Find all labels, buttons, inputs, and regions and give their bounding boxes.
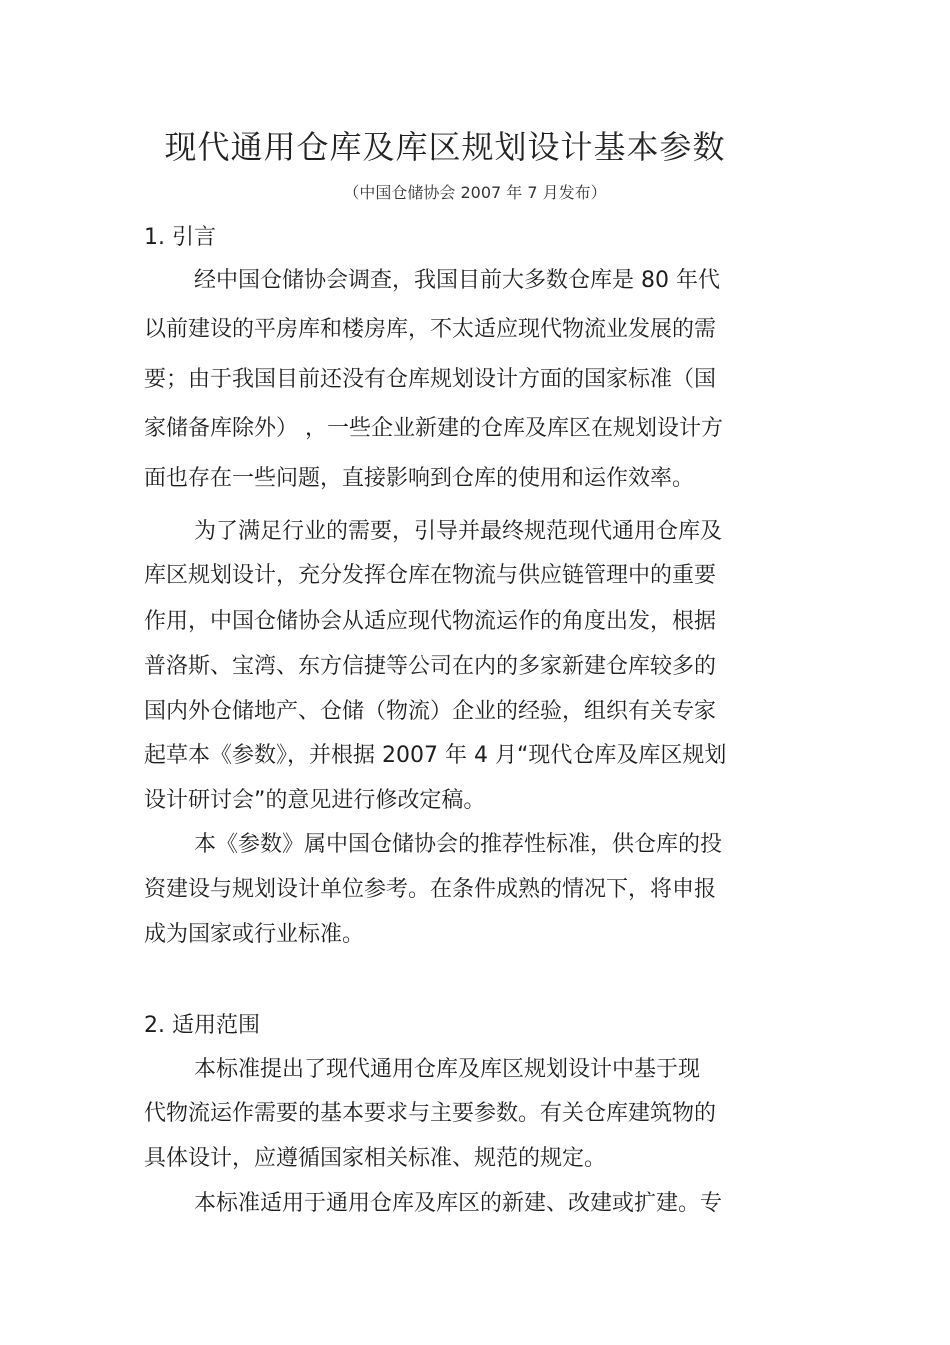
paragraph-line: 家储备库除外） ，一些企业新建的仓库及库区在规划设计方 bbox=[144, 416, 723, 441]
paragraph-line: 代物流运作需要的基本要求与主要参数。有关仓库建筑物的 bbox=[144, 1101, 717, 1126]
paragraph-line: 本《参数》属中国仓储协会的推荐性标准，供仓库的投 bbox=[194, 832, 723, 857]
paragraph-line: 要；由于我国目前还没有仓库规划设计方面的国家标准（国 bbox=[144, 367, 717, 392]
paragraph-line: 面也存在一些问题，直接影响到仓库的使用和运作效率。 bbox=[144, 466, 695, 491]
paragraph-line: 库区规划设计，充分发挥仓库在物流与供应链管理中的重要 bbox=[144, 563, 717, 588]
section-heading-introduction: 1. 引言 bbox=[144, 225, 216, 250]
paragraph-line: 本标准提出了现代通用仓库及库区规划设计中基于现 bbox=[194, 1057, 701, 1082]
paragraph-line: 成为国家或行业标准。 bbox=[144, 922, 365, 947]
paragraph-line: 设计研讨会”的意见进行修改定稿。 bbox=[144, 788, 486, 813]
paragraph-line: 资建设与规划设计单位参考。在条件成熟的情况下，将申报 bbox=[144, 877, 717, 902]
document-subtitle: （中国仓储协会 2007 年 7 月发布） bbox=[343, 183, 607, 202]
paragraph-line: 起草本《参数》，并根据 2007 年 4 月“现代仓库及库区规划 bbox=[144, 743, 727, 768]
paragraph-line: 国内外仓储地产、仓储（物流）企业的经验，组织有关专家 bbox=[144, 699, 717, 724]
paragraph-line: 具体设计，应遵循国家相关标准、规范的规定。 bbox=[144, 1146, 607, 1171]
paragraph-line: 普洛斯、宝湾、东方信捷等公司在内的多家新建仓库较多的 bbox=[144, 654, 717, 679]
paragraph-line: 本标准适用于通用仓库及库区的新建、改建或扩建。专 bbox=[194, 1191, 723, 1216]
paragraph-line: 经中国仓储协会调查，我国目前大多数仓库是 80 年代 bbox=[194, 268, 720, 293]
paragraph-line: 作用，中国仓储协会从适应现代物流运作的角度出发，根据 bbox=[144, 609, 717, 634]
paragraph-line: 为了满足行业的需要，引导并最终规范现代通用仓库及 bbox=[194, 519, 723, 544]
paragraph-line: 以前建设的平房库和楼房库，不太适应现代物流业发展的需 bbox=[144, 317, 717, 342]
document-title: 现代通用仓库及库区规划设计基本参数 bbox=[164, 128, 726, 166]
section-heading-scope: 2. 适用范围 bbox=[144, 1013, 260, 1038]
